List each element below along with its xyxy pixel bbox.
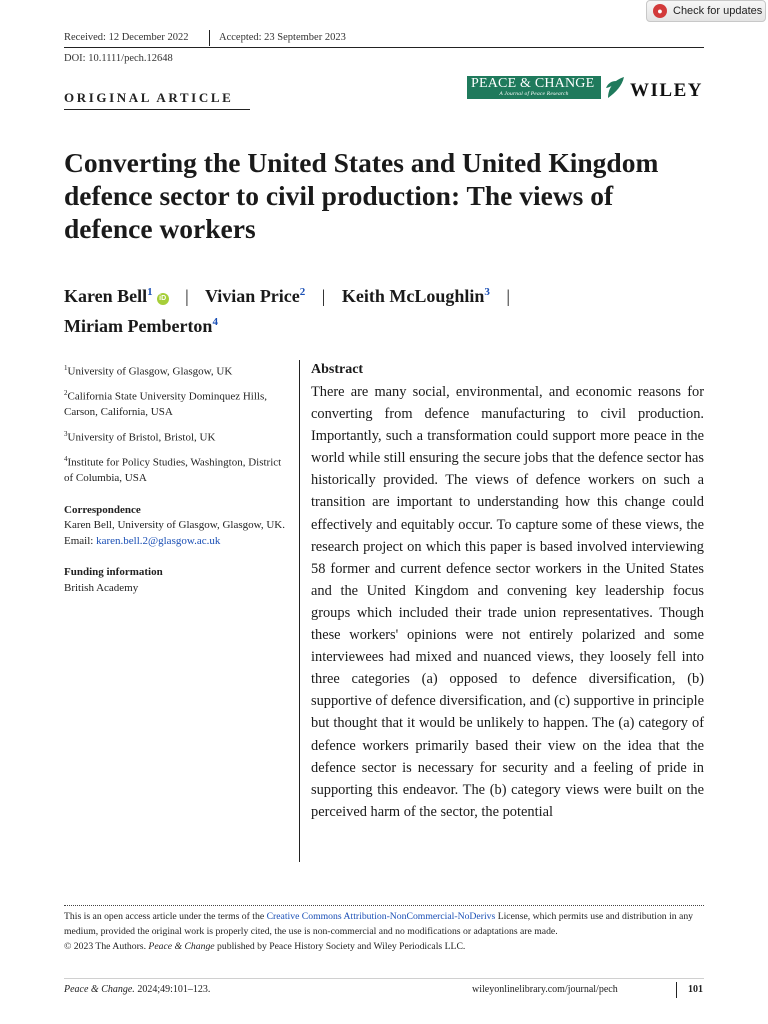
publisher-logo: WILEY bbox=[630, 80, 703, 101]
journal-logo-subtitle: A Journal of Peace Research bbox=[499, 91, 569, 97]
footer-rule bbox=[64, 978, 704, 979]
author-affiliation-ref[interactable]: 4 bbox=[212, 316, 218, 328]
header-rule bbox=[64, 47, 704, 48]
abstract-text: There are many social, environmental, and economic reasons for converting from defence manufacturing to civil production. Importantly, such a transformation could support more peace in the world while still ensuring the secure jobs that the defence sector has historically provided. The views of defence workers on such a transition are important to understanding how this change could effectively and equitably occur. To capture some of these views, the research project on which this paper is based involved interviewing 58 former and current defence sector workers in the United States and the United Kingdom and convening key leadership focus groups which included their trade union representatives. Though these workers' opinions were not entirely polarized and some interviewees had mixed and nuanced views, they loosely fell into three categories (a) opposed to defence diversification, (b) supportive of defence diversification, and (c) supportive in principle but thought that it would be unlikely to happen. The (a) category of defence workers primarily based their view on the idea that the defence sector is necessary for security and a feeling of pride in supporting this endeavor. The (b) category views were built on the perceived harm of the sector, the potential bbox=[311, 384, 704, 820]
header-divider bbox=[209, 30, 210, 46]
affiliation: $^1$University of Glasgow, Glasgow, UK bbox=[64, 364, 233, 378]
author-separator: | bbox=[321, 286, 326, 306]
copyright: © 2023 The Authors. Peace & Change published by Peace History Society and Wiley Periodicals LLC. bbox=[64, 941, 466, 952]
doi: DOI: 10.1111/pech.12648 bbox=[64, 53, 173, 64]
affiliation: $^2$California State University Dominquez Hills, Carson, California, USA bbox=[64, 389, 267, 419]
license-link[interactable]: Creative Commons Attribution-NonCommercial-NoDerivs bbox=[266, 911, 496, 922]
author-separator: | bbox=[506, 286, 511, 306]
author-name[interactable]: Karen Bell bbox=[64, 286, 148, 306]
journal-logo-text: PEACE & CHANGE bbox=[471, 76, 595, 91]
received-date: Received: 12 December 2022 bbox=[64, 32, 189, 43]
check-for-updates-button[interactable] bbox=[646, 0, 766, 22]
author-name[interactable]: Miriam Pemberton bbox=[64, 316, 213, 336]
footer-divider bbox=[676, 982, 677, 998]
article-title: Converting the United States and United Kingdom defence sector to civil production: The views of defence workers bbox=[64, 147, 659, 244]
orcid-icon[interactable]: iD bbox=[157, 293, 169, 305]
page-number: 101 bbox=[688, 984, 703, 995]
abstract-rule bbox=[299, 360, 300, 862]
accepted-date: Accepted: 23 September 2023 bbox=[219, 32, 346, 43]
author-name[interactable]: Keith McLoughlin bbox=[341, 286, 485, 306]
author-name[interactable]: Vivian Price bbox=[204, 286, 300, 306]
article-type-rule bbox=[64, 109, 250, 110]
citation: Peace & Change. 2024;49:101–123. bbox=[64, 984, 211, 995]
correspondence-heading: Correspondence bbox=[64, 503, 141, 516]
journal-url-link[interactable]: wileyonlinelibrary.com/journal/pech bbox=[472, 984, 618, 995]
funding-heading: Funding information bbox=[64, 566, 163, 579]
journal-logo bbox=[467, 76, 601, 99]
correspondence bbox=[64, 503, 286, 550]
email-link[interactable]: karen.bell.2@glasgow.ac.uk bbox=[96, 534, 221, 547]
affiliations bbox=[64, 361, 286, 487]
author-affiliation-ref[interactable]: 3 bbox=[484, 286, 490, 298]
journal-leaf-icon bbox=[604, 74, 626, 100]
funding-text: British Academy bbox=[64, 581, 139, 594]
license-notice bbox=[64, 909, 704, 954]
check-for-updates-label: Check for updates bbox=[673, 5, 763, 17]
article-info-column bbox=[64, 361, 286, 612]
author-list bbox=[64, 279, 704, 339]
correspondence-address: Karen Bell, University of Glasgow, Glasgow, UK. bbox=[64, 519, 285, 532]
author-affiliation-ref[interactable]: 2 bbox=[299, 286, 306, 298]
correspondence-email: Email: karen.bell.2@glasgow.ac.uk bbox=[64, 534, 221, 547]
bookmark-icon: ● bbox=[653, 4, 667, 18]
abstract bbox=[311, 361, 704, 823]
license-text: This is an open access article under the terms of the Creative Commons Attribution-NonCommercial-NoDerivs License, which permits use and distribution in any medium, provided the original work is properly cited, the use is non-commercial and no modifications or adaptations are made. bbox=[64, 911, 694, 937]
author-affiliation-ref[interactable]: 1 bbox=[147, 286, 153, 298]
author-separator: | bbox=[185, 286, 189, 306]
affiliation: $^3$University of Bristol, Bristol, UK bbox=[64, 429, 216, 444]
abstract-heading: Abstract bbox=[311, 362, 364, 377]
affiliation: $^4$Institute for Policy Studies, Washington, District of Columbia, USA bbox=[64, 454, 282, 485]
funding-information bbox=[64, 565, 286, 596]
license-divider bbox=[64, 905, 704, 906]
article-type: ORIGINAL ARTICLE bbox=[64, 90, 234, 105]
